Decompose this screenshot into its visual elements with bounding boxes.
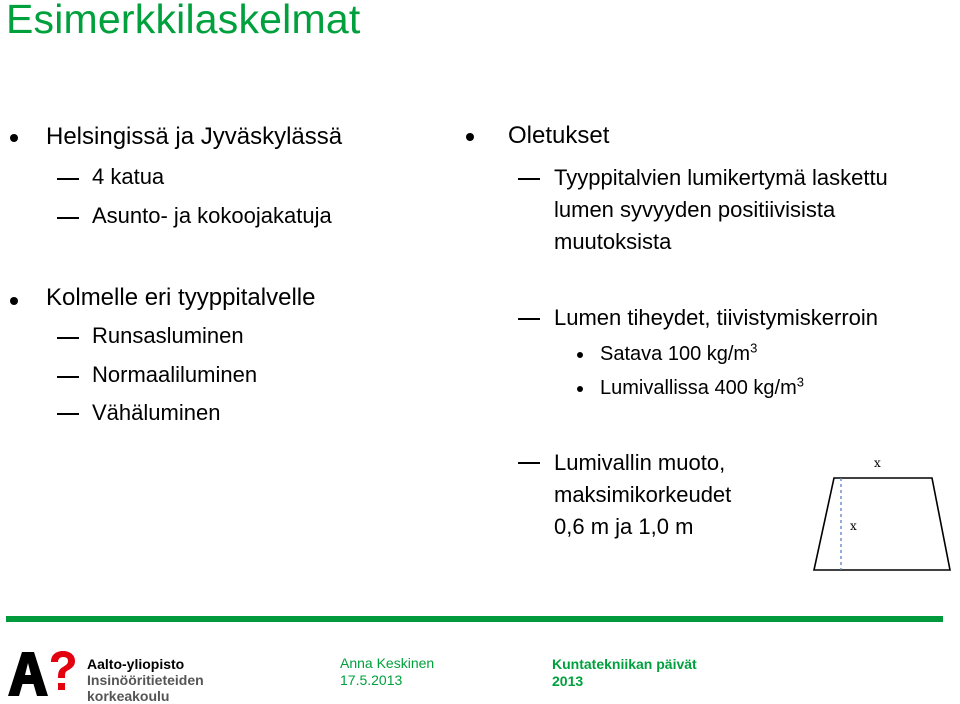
snowbank-diagram	[812, 454, 952, 576]
bullet-icon	[577, 352, 583, 358]
bullet-icon	[10, 297, 18, 305]
event-year: 2013	[552, 673, 584, 689]
density-value: Lumivallissa 400 kg/m	[600, 377, 797, 399]
dash-icon	[57, 178, 79, 180]
university-line: Insinööritieteiden	[87, 672, 204, 688]
density-exponent: 3	[750, 340, 758, 356]
dash-icon	[57, 217, 79, 219]
bullet-icon	[577, 386, 583, 392]
dash-icon	[518, 462, 540, 464]
density-item	[600, 376, 804, 400]
presentation-date: 17.5.2013	[340, 672, 403, 688]
university-line: korkeakoulu	[87, 688, 170, 704]
assumption-line: muutoksista	[554, 229, 672, 254]
density-item	[600, 342, 757, 366]
shape-line: maksimikorkeudet	[554, 482, 732, 507]
trapezoid-shape	[814, 478, 950, 570]
footer-author-block	[340, 655, 434, 689]
density-heading: Lumen tiheydet, tiivistymiskerroin	[554, 305, 879, 330]
shape-line: Lumivallin muoto,	[554, 450, 726, 475]
university-line: Aalto-yliopisto	[87, 656, 185, 672]
assumptions-heading: Oletukset	[508, 122, 610, 149]
bullet-icon	[466, 133, 474, 141]
assumption-line: lumen syvyyden positiivisista	[554, 197, 836, 222]
group1-item: 4 katua	[92, 164, 165, 189]
footer-divider	[6, 616, 943, 622]
slide-title: Esimerkkilaskelmat	[6, 0, 361, 42]
author-name: Anna Keskinen	[340, 655, 435, 671]
group2-heading: Kolmelle eri tyyppitalvelle	[46, 284, 316, 311]
top-width-label: x	[874, 456, 881, 470]
dash-icon	[57, 413, 79, 415]
dash-icon	[57, 337, 79, 339]
footer-event-block	[552, 656, 697, 690]
density-value: Satava 100 kg/m	[600, 343, 751, 365]
group2-item: Vähäluminen	[92, 400, 221, 425]
height-label: x	[850, 519, 857, 533]
university-name	[87, 656, 204, 704]
group2-item: Normaaliluminen	[92, 362, 258, 387]
density-exponent: 3	[796, 374, 804, 390]
dash-icon	[518, 178, 540, 180]
aalto-logo-icon	[4, 650, 78, 698]
assumption-line: Tyyppitalvien lumikertymä laskettu	[554, 165, 888, 190]
group2-item: Runsasluminen	[92, 323, 244, 348]
group1-item: Asunto- ja kokoojakatuja	[92, 203, 332, 228]
dash-icon	[57, 376, 79, 378]
group1-heading: Helsingissä ja Jyväskylässä	[46, 123, 343, 150]
event-name: Kuntatekniikan päivät	[552, 656, 697, 672]
bullet-icon	[10, 134, 18, 142]
shape-line: 0,6 m ja 1,0 m	[554, 514, 694, 539]
dash-icon	[518, 318, 540, 320]
